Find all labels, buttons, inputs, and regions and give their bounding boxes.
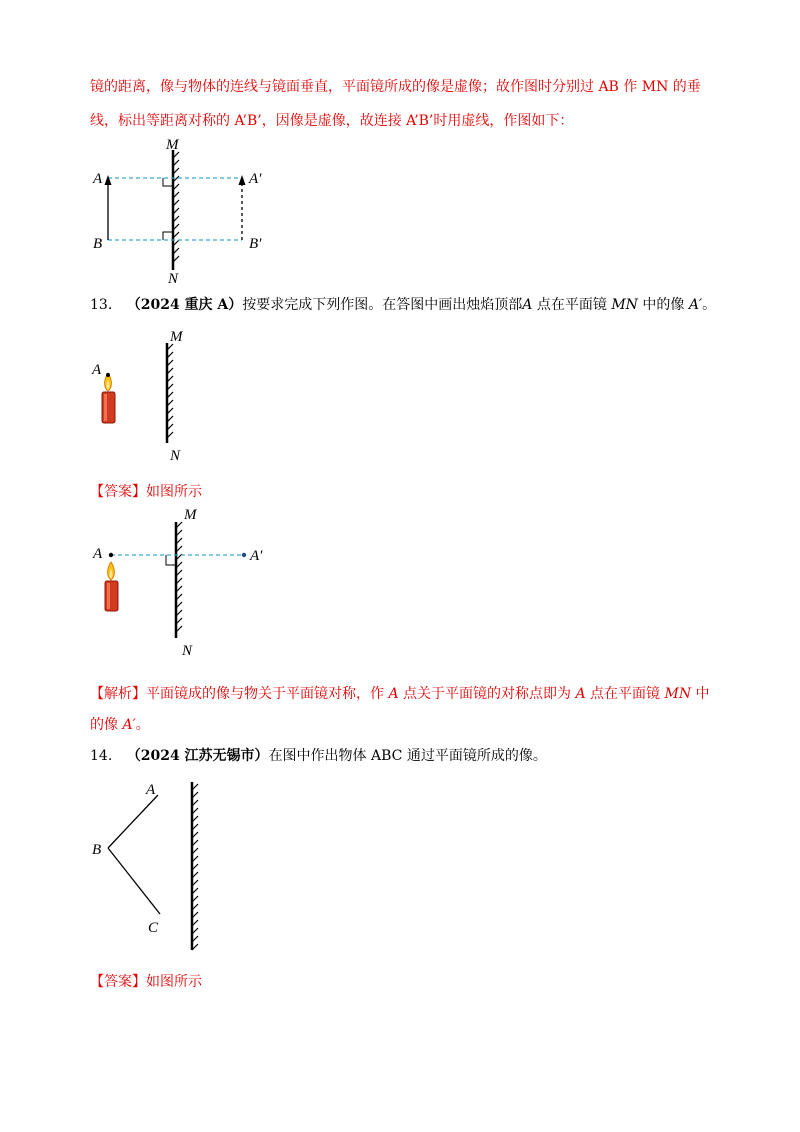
point-A: A (522, 297, 533, 313)
label-M: M (184, 507, 197, 523)
label-B: B (93, 236, 103, 252)
question-text: 点在平面镜 (532, 297, 612, 313)
analysis-text: 的像 (90, 717, 123, 733)
analysis-text: 点关于平面镜的对称点即为 (398, 686, 576, 702)
point-A-prime: A′ (122, 717, 136, 733)
answer-text: 如图所示 (146, 974, 202, 990)
label-A: A (92, 362, 102, 378)
analysis-text: 平面镜成的像与物关于平面镜对称，作 (146, 686, 389, 702)
mirror-MN: MN (611, 297, 638, 313)
question-text: 按要求完成下列作图。在答图中画出烛焰顶部 (242, 297, 523, 313)
question-text: 。 (702, 297, 717, 313)
point-A-prime: A′ (688, 297, 703, 313)
question-text: 在图中作出物体 ABC 通过平面镜所成的像。 (268, 748, 547, 764)
analysis-text: 。 (135, 717, 150, 733)
label-A-prime: A′ (249, 171, 262, 187)
label-N: N (182, 643, 193, 659)
question-number: 13. (90, 297, 113, 313)
label-M: M (166, 137, 179, 153)
question-source: （2024 江苏无锡市） (126, 748, 269, 764)
intro-line-1: 镜的距离，像与物体的连线与镜面垂直，平面镜所成的像是虚像；故作图时分别过 AB 作 MN 的垂 (90, 79, 701, 95)
label-N: N (168, 271, 179, 287)
label-N: N (170, 448, 181, 464)
label-B-prime: B′ (249, 236, 262, 252)
label-A-prime: A′ (250, 548, 263, 564)
label-A: A (93, 171, 103, 187)
segment-BC (108, 848, 160, 914)
analysis-label: 【解析】 (90, 686, 146, 702)
answer-14 (90, 972, 202, 992)
question-text: 中的像 (637, 297, 689, 313)
label-M: M (170, 329, 183, 345)
intro-line-2: 线，标出等距离对称的 A’B’，因像是虚像，故连接 A’B’时用虚线，作图如下： (90, 113, 574, 129)
segment-BA (108, 795, 158, 848)
analysis-text: 中 (691, 686, 710, 702)
question-source: （2024 重庆 A） (126, 297, 243, 313)
answer-label: 【答案】 (90, 484, 146, 500)
point-A: A (388, 686, 399, 702)
answer-text: 如图所示 (146, 484, 202, 500)
label-B: B (92, 842, 102, 858)
analysis-text: 点在平面镜 (585, 686, 665, 702)
label-A: A (146, 782, 156, 798)
point-A: A (575, 686, 586, 702)
label-A: A (93, 546, 103, 562)
label-C: C (148, 920, 159, 936)
question-number: 14. (90, 748, 113, 764)
answer-label: 【答案】 (90, 974, 146, 990)
mirror-MN: MN (664, 686, 692, 702)
